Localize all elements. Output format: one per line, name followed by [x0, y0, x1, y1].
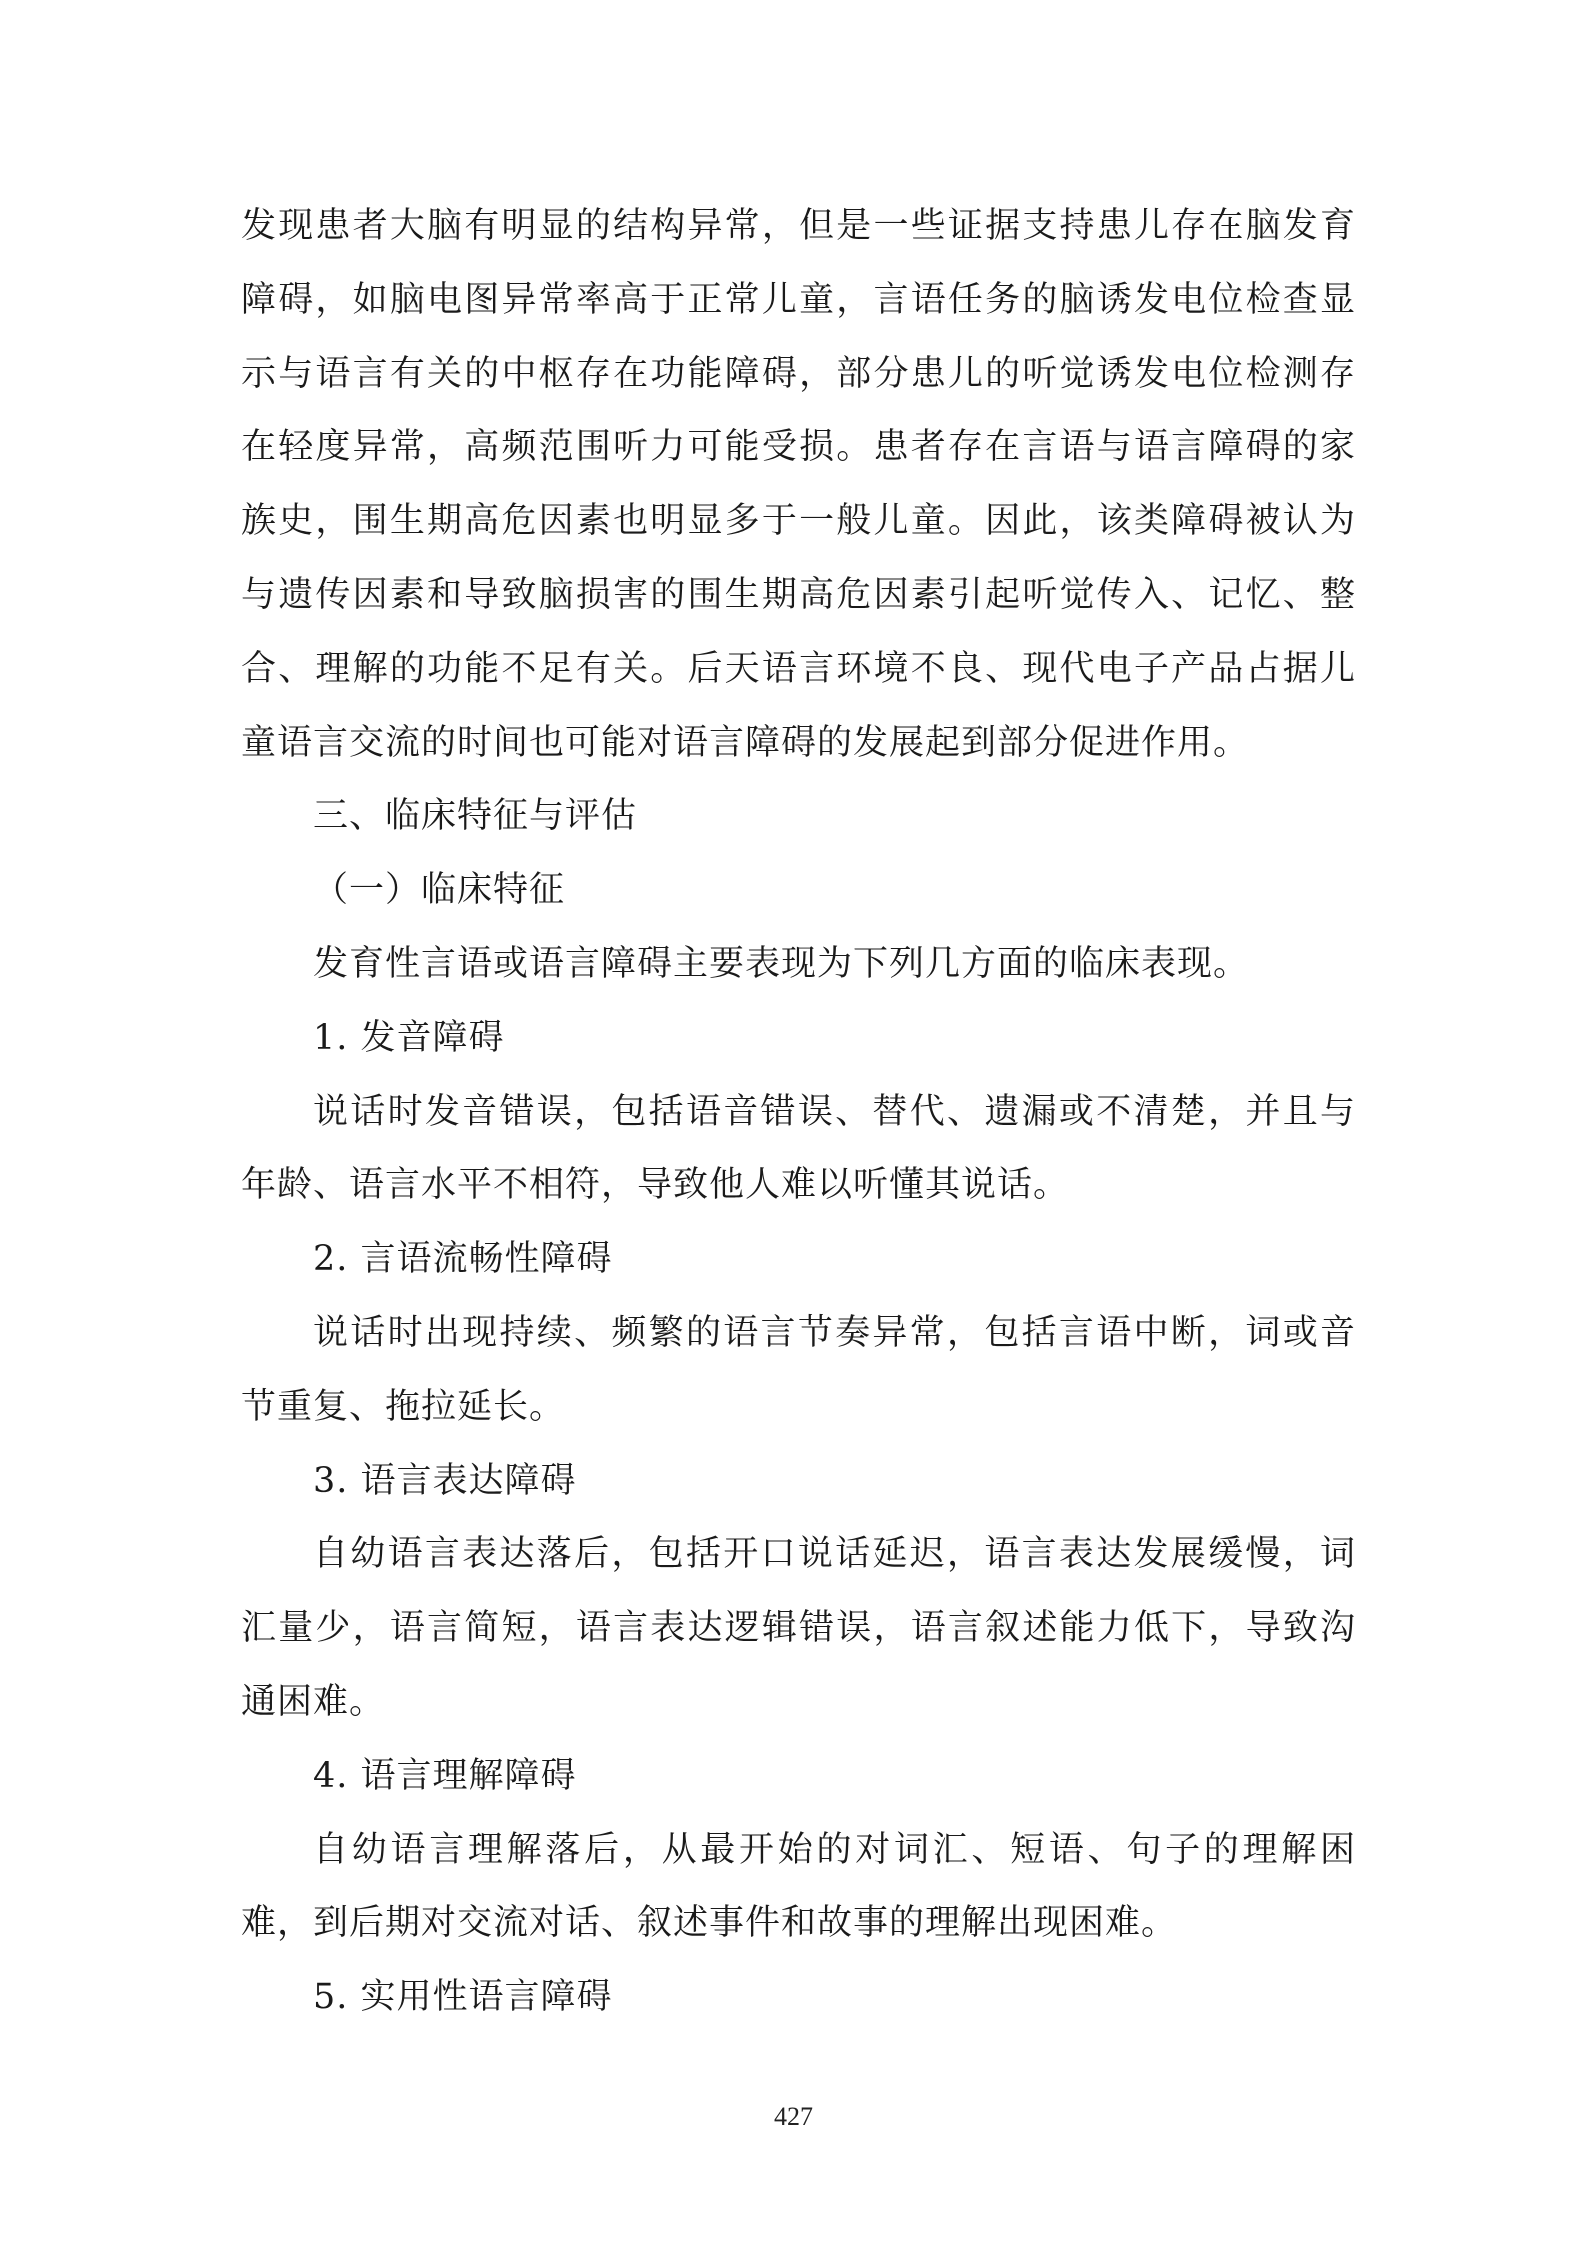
paragraph-comprehension: 自幼语言理解落后，从最开始的对词汇、短语、句子的理解困难，到后期对交流对话、叙述事件和故事的理解出现困难。 [241, 1829, 1356, 1944]
paragraph-intro: 发育性言语或语言障碍主要表现为下列几方面的临床表现。 [313, 943, 1250, 984]
item-heading-pragmatic: 5. 实用性语言障碍 [313, 1977, 613, 2018]
item-heading-expression: 3. 语言表达障碍 [313, 1460, 577, 1501]
paragraph-fluency: 说话时出现持续、频繁的语言节奏异常，包括言语中断，词或音节重复、拖拉延长。 [241, 1312, 1356, 1427]
paragraph-expression: 自幼语言表达落后，包括开口说话延迟，语言表达发展缓慢，词汇量少，语言简短，语言表达逻辑错误，语言叙述能力低下，导致沟通困难。 [241, 1534, 1356, 1722]
item-heading-comprehension: 4. 语言理解障碍 [313, 1755, 577, 1796]
item-heading-fluency: 2. 言语流畅性障碍 [313, 1239, 613, 1280]
paragraph-etiology: 发现患者大脑有明显的结构异常，但是一些证据支持患儿存在脑发育障碍，如脑电图异常率高于正常儿童，言语任务的脑诱发电位检查显示与语言有关的中枢存在功能障碍，部分患儿的听觉诱发电位检测存在轻度异常，高频范围听力可能受损。患者存在言语与语言障碍的家族史，围生期高危因素也明显多于一般儿童。因此，该类障碍被认为与遗传因素和导致脑损害的围生期高危因素引起听觉传入、记忆、整合、理解的功能不足有关。后天语言环境不良、现代电子产品占据儿童语言交流的时间也可能对语言障碍的发展起到部分促进作用。 [241, 206, 1356, 763]
page-number: 427 [774, 2102, 813, 2131]
page-content [241, 190, 1356, 2035]
paragraph-articulation: 说话时发音错误，包括语音错误、替代、遗漏或不清楚，并且与年龄、语言水平不相符，导致他人难以听懂其说话。 [241, 1091, 1356, 1206]
item-heading-articulation: 1. 发音障碍 [313, 1017, 505, 1058]
subsection-heading: （一）临床特征 [313, 870, 566, 911]
section-heading: 三、临床特征与评估 [313, 796, 638, 837]
